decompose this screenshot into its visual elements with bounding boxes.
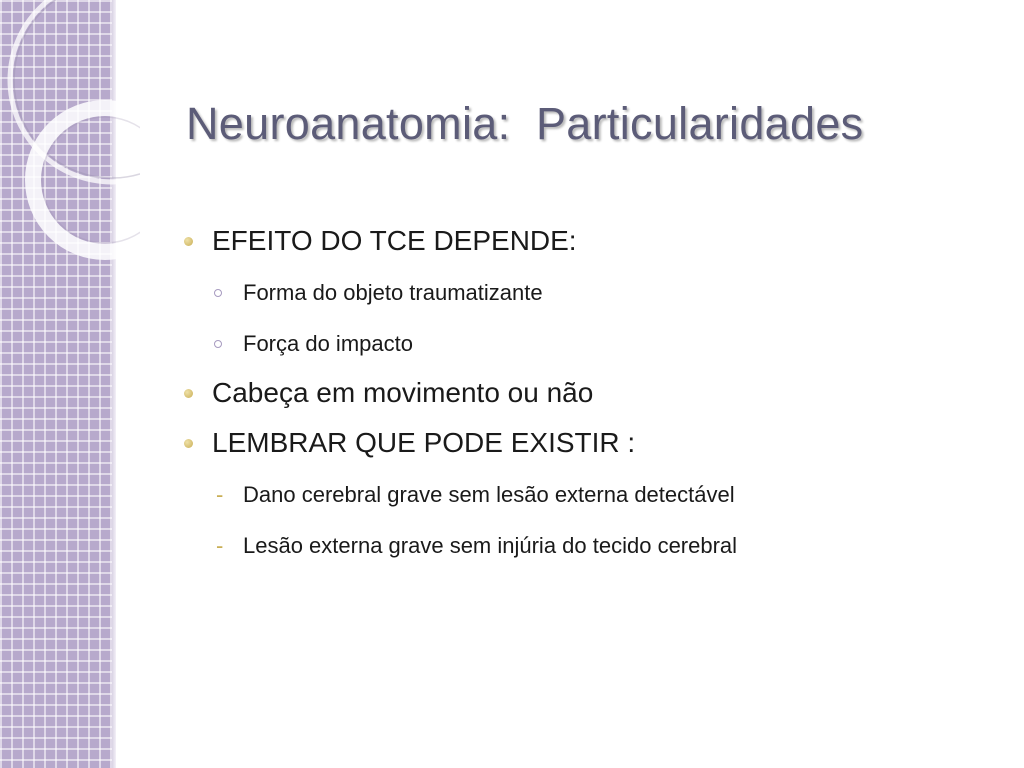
sub-bullet-text: Força do impacto — [243, 331, 413, 356]
sub-bullet-item — [184, 270, 984, 321]
ring-bullet-icon — [214, 289, 222, 297]
dot-icon — [184, 237, 193, 246]
bullet-item — [184, 422, 984, 472]
bullet-text: LEMBRAR QUE PODE EXISTIR : — [212, 427, 636, 458]
bullet-text: EFEITO DO TCE DEPENDE: — [212, 225, 577, 256]
sub-bullet-text: Dano cerebral grave sem lesão externa detectável — [243, 482, 735, 507]
sub-bullet-item — [184, 321, 984, 372]
decorative-circles-icon — [0, 0, 140, 260]
slide-title: Neuroanatomia: Particularidades — [186, 98, 864, 149]
dash-bullet-icon: - — [216, 533, 224, 558]
ring-bullet-icon — [214, 340, 222, 348]
sub-bullet-text: Forma do objeto traumatizante — [243, 280, 543, 305]
bullet-item — [184, 372, 984, 422]
bullet-item — [184, 220, 984, 270]
bullet-list — [184, 220, 984, 574]
sub-bullet-item — [184, 523, 984, 574]
sub-bullet-text: Lesão externa grave sem injúria do tecido cerebral — [243, 533, 738, 558]
dot-icon — [184, 389, 193, 398]
dot-icon — [184, 439, 193, 448]
dash-bullet-icon: - — [216, 482, 224, 507]
bullet-text: Cabeça em movimento ou não — [212, 377, 594, 408]
sub-bullet-item — [184, 472, 984, 523]
